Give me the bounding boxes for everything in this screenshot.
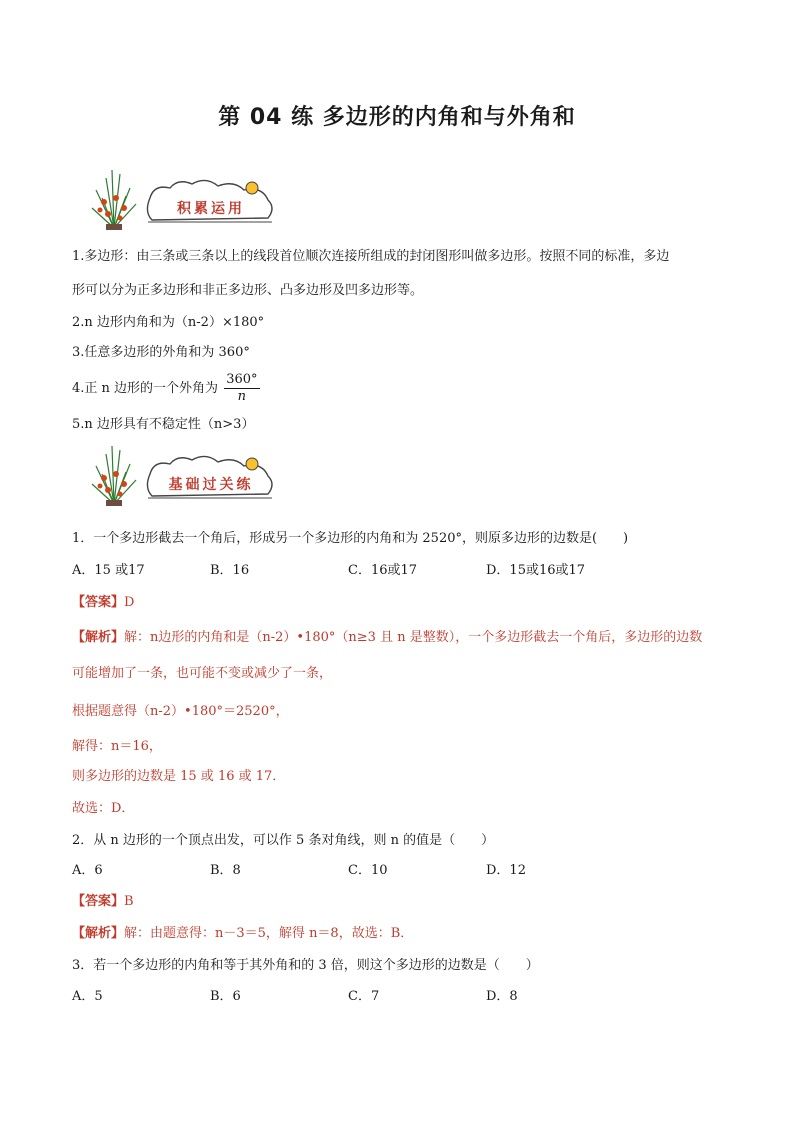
answer-value: D — [124, 595, 135, 610]
analysis-text: 可能增加了一条，也可能不变或减少了一条， — [72, 666, 333, 681]
fraction — [224, 372, 259, 405]
section-banner-knowledge — [86, 168, 286, 230]
analysis-text: 故选：D． — [72, 801, 135, 816]
analysis-text: 则多边形的边数是 15 或 16 或 17． — [72, 769, 286, 784]
option-d: D．8 — [486, 989, 518, 1004]
answer-row — [72, 893, 134, 911]
option-b: B．16 — [210, 563, 250, 578]
option-b: B．6 — [210, 989, 241, 1004]
answer-row — [72, 594, 134, 612]
analysis-row — [72, 925, 413, 943]
option-d: D．15或16或17 — [486, 563, 586, 578]
analysis-text: 解：n边形的内角和是（n-2）•180°（n≥3 且 n 是整数），一个多边形截去一个角后，多边形的边数 — [124, 630, 703, 645]
flower-plant-icon — [86, 444, 142, 506]
knowledge-item: 1.多边形：由三条或三条以上的线段首位顺次连接所组成的封闭图形叫做多边形。按照不同的标准，多边 — [72, 249, 670, 264]
analysis-text: 根据题意得（n-2）•180°＝2520°， — [72, 704, 289, 719]
option-a: A．5 — [72, 989, 103, 1004]
knowledge-item: 2.n 边形内角和为（n-2）×180° — [72, 315, 265, 330]
answer-label: 【答案】 — [72, 894, 125, 909]
option-c: C．16或17 — [348, 563, 418, 578]
answer-value: B — [124, 894, 134, 909]
knowledge-item: 5.n 边形具有不稳定性（n>3） — [72, 417, 255, 432]
knowledge-item-fraction-row — [72, 372, 260, 405]
knowledge-item: 4.正 n 边形的一个外角为 — [72, 381, 219, 396]
knowledge-item: 形可以分为正多边形和非正多边形、凸多边形及凹多边形等。 — [72, 283, 424, 298]
flower-plant-icon — [86, 168, 142, 230]
analysis-label: 【解析】 — [72, 630, 125, 645]
option-c: C．7 — [348, 989, 380, 1004]
option-a: A．15 或17 — [72, 563, 145, 578]
analysis-row — [72, 629, 702, 647]
section-banner-practice — [86, 444, 286, 506]
section-header-label: 积累运用 — [177, 201, 245, 217]
option-a: A．6 — [72, 863, 103, 878]
question-stem: 1．一个多边形截去一个角后，形成另一个多边形的内角和为 2520°，则原多边形的边数是( ) — [72, 531, 629, 546]
analysis-text: 解：由题意得：n－3＝5，解得 n＝8，故选：B． — [124, 926, 414, 941]
analysis-label: 【解析】 — [72, 926, 125, 941]
page-title: 第 04 练 多边形的内角和与外角和 — [218, 105, 576, 130]
section-header-label: 基础过关练 — [168, 477, 254, 493]
fraction-numerator: 360° — [226, 372, 258, 387]
question-stem: 2．从 n 边形的一个顶点出发，可以作 5 条对角线，则 n 的值是（ ） — [72, 833, 495, 848]
option-b: B．8 — [210, 863, 241, 878]
analysis-text: 解得：n＝16， — [72, 739, 162, 754]
answer-label: 【答案】 — [72, 595, 125, 610]
option-d: D．12 — [486, 863, 526, 878]
knowledge-item: 3.任意多边形的外角和为 360° — [72, 345, 250, 360]
option-c: C．10 — [348, 863, 388, 878]
question-stem: 3．若一个多边形的内角和等于其外角和的 3 倍，则这个多边形的边数是（ ） — [72, 958, 539, 973]
fraction-denominator: n — [237, 389, 247, 404]
